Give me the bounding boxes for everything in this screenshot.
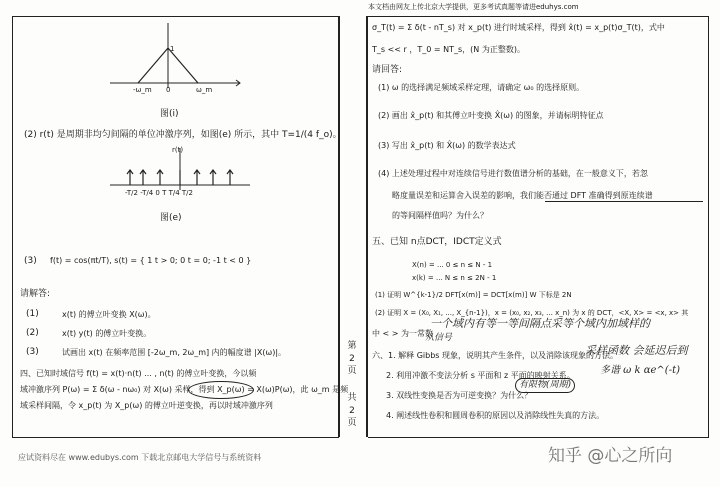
proof-2-cont: 中 < > 为一常数 bbox=[372, 329, 434, 338]
gutter-line-left bbox=[338, 16, 340, 437]
right-q3: (3) 写出 x̂_p(t) 和 X̂(ω) 的数学表达式 bbox=[378, 141, 516, 150]
fig-i-peak: 1 bbox=[170, 45, 175, 53]
handwritten-note-5: 多谐 ω k αe^(-t) bbox=[600, 365, 680, 376]
fig-i-axis-pos: ω_m bbox=[196, 86, 213, 94]
zhihu-watermark: 知乎 @心之所向 bbox=[548, 446, 673, 466]
right-ask: 请回答: bbox=[372, 65, 403, 75]
fig-e-ylabel: r(t) bbox=[172, 146, 184, 154]
answer-prompt: 请解答: bbox=[20, 289, 51, 299]
answer-1-text: x(t) 的傅立叶变换 X(ω)。 bbox=[62, 310, 156, 319]
gutter-page-right: 共 2 页 bbox=[347, 393, 357, 429]
right-q4-line-a: (4) 上述处理过程中对连续信号进行数值谱分析的基础，在一般意义下，若忽 bbox=[378, 169, 648, 178]
right-q4-line-c: 的等间隔样值吗？为什么？ bbox=[392, 211, 488, 220]
gutter-page-left: 第 2 页 bbox=[347, 341, 357, 377]
fig-i-axis-neg: -ω_m bbox=[133, 86, 152, 94]
handwritten-note-3-boxed: 有限物(周期) bbox=[515, 378, 575, 393]
answer-1-num: (1) bbox=[26, 309, 39, 319]
question-2-text: (2) r(t) 是周期非均匀间隔的单位冲激序列，如图(e) 所示，其中 T=1/(4 f_o)。 bbox=[24, 130, 342, 140]
answer-3-num: (3) bbox=[26, 347, 39, 357]
question-5-title: 五、已知 n点DCT，IDCT定义式 bbox=[372, 237, 502, 247]
question-6-item-1: 六、1. 解释 Gibbs 现象，说明其产生条件，以及消除该现象的方法。 bbox=[372, 351, 619, 360]
handwritten-note-2: 从信号 bbox=[425, 333, 453, 343]
answer-2-text: x(t) y(t) 的傅立叶变换。 bbox=[62, 329, 152, 338]
fig-e-ticks: -T/2 -T/4 0 T T/4 T/2 bbox=[125, 189, 193, 197]
dct-formula-a: X(n) = ... 0 ≤ n ≤ N - 1 bbox=[412, 261, 493, 269]
right-q2: (2) 画出 x̂_p(t) 和其傅立叶变换 X̂(ω) 的图象，并请标明特征点 bbox=[378, 111, 604, 120]
question-4-line-3: 域采样间隔，令 x_p(t) 为 X_p(ω) 的傅立叶逆变换，再以时域冲激序列 bbox=[20, 401, 273, 410]
answer-2-num: (2) bbox=[26, 328, 39, 338]
question-6-item-3: 3. 双线性变换是否为可逆变换？为什么？ bbox=[386, 391, 533, 400]
handwritten-note-1: 一个域内有等一等间隔点采等个域内加域样的 bbox=[430, 317, 650, 330]
proof-1: (1) 证明 W^{k-1}/2 DFT[x(m)] = DCT[x(m)] W 下标是 2N bbox=[375, 291, 572, 299]
question-6-item-2: 2. 利用冲激不变法分析 s 平面和 z 平面的映射关系。 bbox=[386, 371, 575, 380]
question-3-formula: f(t) = cos(πt/T), s(t) = { 1 t > 0; 0 t = 0; -1 t < 0 } bbox=[50, 256, 252, 265]
handwritten-circle-xp bbox=[188, 381, 254, 399]
right-line-1: σ_T(t) = Σ δ(t - nT_s) 对 x_p(t) 进行时域采样，得到 x̂(t) = x_p(t)σ_T(t)，式中 bbox=[372, 23, 665, 32]
right-q4-line-b: 略度量误差和运算舍入误差的影响，我们能否通过 DFT 准确得到原连续谱 bbox=[392, 191, 653, 200]
question-3-label: (3) bbox=[24, 256, 37, 266]
header-text: 本文档由网友上传北京大学提供，更多考试真题等请进eduhys.com bbox=[368, 3, 579, 11]
gutter-line-right bbox=[366, 16, 368, 437]
right-line-2: T_s << r ，T_0 = NT_s，(N 为正整数)。 bbox=[372, 45, 525, 54]
question-4-line-1: 四、已知时域信号 f(t) = x(t)·n(t) ... , n(t) 的傅立叶变换，今以频 bbox=[20, 369, 257, 378]
fig-e-caption: 图(e) bbox=[160, 213, 182, 223]
fig-i-caption: 图(i) bbox=[160, 109, 179, 119]
answer-3-text: 试画出 x(t) 在频率范围 [-2ω_m, 2ω_m] 内的幅度谱 |X(ω)|。 bbox=[62, 348, 287, 357]
question-4-line-2: 域冲激序列 P(ω) = Σ δ(ω - nω₀) 对 X(ω) 采样，得到 X_p(ω) = X(ω)P(ω)，此 ω_m 是频 bbox=[20, 385, 349, 394]
fig-i-axis-zero: 0 bbox=[166, 86, 171, 94]
dct-formula-b: x(k) = ... N ≤ n ≤ 2N - 1 bbox=[412, 274, 497, 282]
handwritten-note-4: 采样函数 会延迟后到 bbox=[585, 344, 688, 357]
proof-2: (2) 证明 X = (X₀, X₁, ..., X_{n-1})，x = (x₀, x₂, x₃, ... x_n) 为 x 的 DCT，<X, X> = <x, x> 其 bbox=[375, 309, 689, 317]
right-q1: (1) ω 的选择满足频域采样定理，请确定 ω₀ 的选择原则。 bbox=[378, 83, 585, 92]
figure-i-triangle bbox=[100, 18, 250, 98]
footer-text: 应试资料尽在 www.edubys.com 下载北京邮电大学信号与系统资料 bbox=[18, 453, 262, 462]
question-6-item-4: 4. 阐述线性卷积和圆周卷积的原因以及消除线性失真的方法。 bbox=[386, 411, 605, 420]
right-q4-underline bbox=[545, 201, 703, 202]
